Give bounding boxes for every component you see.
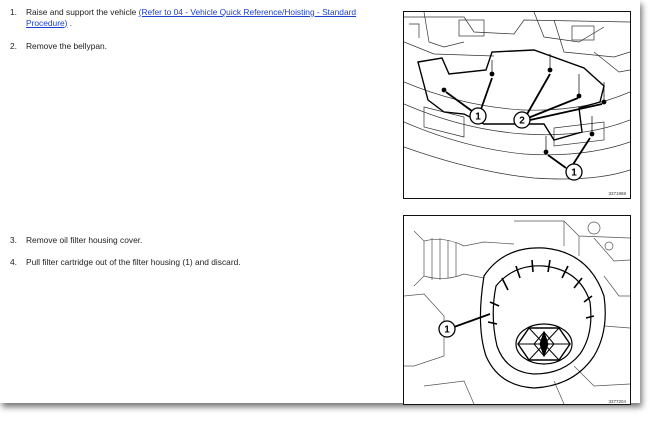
hoisting-procedure-link-cont[interactable]: Procedure) — [26, 17, 68, 28]
svg-text:1: 1 — [444, 324, 450, 336]
step-text: Raise and support the vehicle — [26, 7, 139, 17]
callout-2 — [514, 112, 530, 128]
step-text: Remove oil filter housing cover. — [26, 235, 143, 245]
svg-text:1: 1 — [571, 167, 577, 179]
step-number: 4. — [10, 257, 17, 267]
svg-text:1: 1 — [475, 111, 481, 123]
callout-1-bottom — [566, 164, 582, 180]
hoisting-procedure-link[interactable]: (Refer to 04 - Vehicle Quick Reference/Hoisting - Standard — [138, 7, 357, 17]
document-page: 1. Raise and support the vehicle (Refer to 04 - Vehicle Quick Reference/Hoisting - Standard Procedure) . 2. Remove the bellypan. 3. Remove oil filter housing cover. 4. Pull filter cartridge out of the filter housing (1) and discard. 1 2 1 3371968 1 3377204 — [0, 0, 640, 403]
oil-filter-illustration — [404, 216, 630, 404]
step-text: Remove the bellypan. — [26, 41, 108, 51]
step-number: 2. — [10, 41, 17, 51]
svg-text:2: 2 — [519, 115, 525, 127]
callout-1-top — [470, 108, 486, 124]
step-number: 3. — [10, 235, 17, 245]
figure-id: 3377204 — [608, 399, 626, 404]
step-text: Pull filter cartridge out of the filter housing (1) and discard. — [26, 257, 241, 267]
callout-1 — [439, 321, 455, 337]
step-number: 1. — [10, 7, 17, 17]
bellypan-illustration — [404, 12, 630, 198]
figure-id: 3371968 — [608, 191, 626, 196]
bellypan-figure — [403, 11, 631, 199]
oil-filter-figure — [403, 215, 631, 405]
